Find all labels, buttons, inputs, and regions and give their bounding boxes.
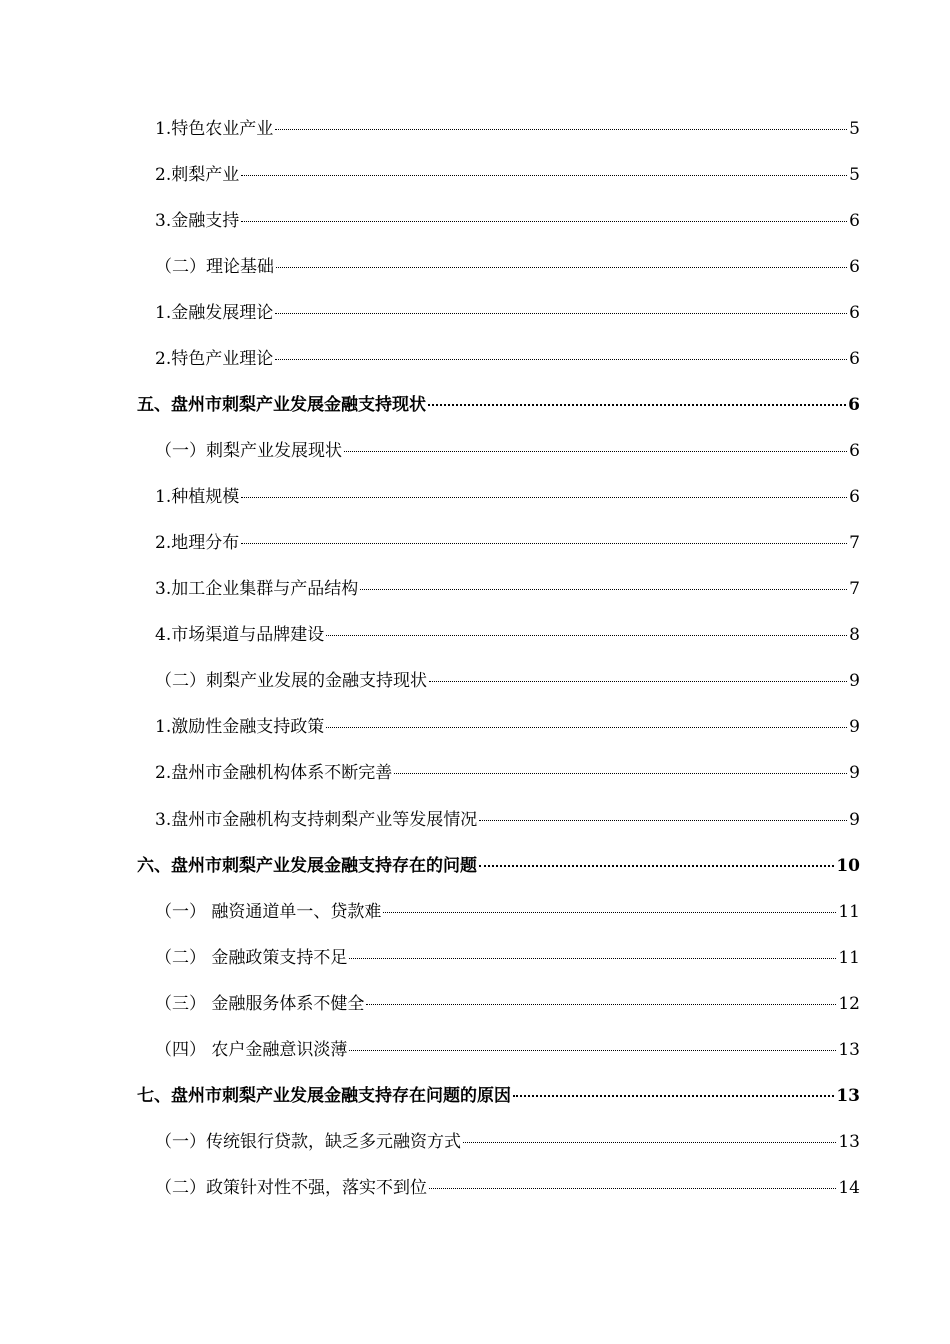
toc-dot-leader <box>326 635 847 636</box>
toc-entry[interactable] <box>155 623 860 647</box>
toc-entry-page: 9 <box>849 763 860 783</box>
toc-dot-leader <box>366 1004 836 1005</box>
toc-entry-title: 五、盘州市刺梨产业发展金融支持现状 <box>137 395 426 415</box>
toc-entry-page: 12 <box>838 994 860 1014</box>
toc-entry-page: 6 <box>849 487 860 507</box>
toc-dot-leader <box>344 451 847 452</box>
toc-dot-leader <box>241 221 847 222</box>
toc-dot-leader <box>429 1188 836 1189</box>
toc-entry-title: 六、盘州市刺梨产业发展金融支持存在的问题 <box>137 856 477 876</box>
toc-dot-leader <box>349 958 836 959</box>
toc-entry-title: 2.特色产业理论 <box>155 349 274 369</box>
toc-entry[interactable] <box>155 1038 860 1062</box>
toc-entry-title: 七、盘州市刺梨产业发展金融支持存在问题的原因 <box>137 1086 511 1106</box>
toc-chapter-entry[interactable] <box>137 854 860 878</box>
toc-entry-title: 3.加工企业集群与产品结构 <box>155 579 359 599</box>
toc-entry[interactable] <box>155 347 860 371</box>
toc-entry-page: 6 <box>849 303 860 323</box>
toc-entry-page: 11 <box>838 948 860 968</box>
toc-entry-page: 11 <box>838 902 860 922</box>
toc-entry-title: 3.金融支持 <box>155 211 240 231</box>
toc-dot-leader <box>383 912 836 913</box>
toc-entry[interactable] <box>155 808 860 832</box>
toc-entry-title: 2.盘州市金融机构体系不断完善 <box>155 763 393 783</box>
toc-chapter-entry[interactable] <box>137 1084 860 1108</box>
toc-entry-title: （一）传统银行贷款，缺乏多元融资方式 <box>155 1132 461 1152</box>
toc-entry-title: 2.刺梨产业 <box>155 165 240 185</box>
toc-entry-page: 6 <box>849 211 860 231</box>
toc-entry-title: 4.市场渠道与品牌建设 <box>155 625 325 645</box>
toc-entry-title: （三） 金融服务体系不健全 <box>155 994 365 1014</box>
toc-entry-page: 5 <box>849 165 860 185</box>
toc-dot-leader <box>241 175 847 176</box>
toc-dot-leader <box>241 543 847 544</box>
toc-entry-page: 13 <box>838 1132 860 1152</box>
toc-dot-leader <box>479 820 847 821</box>
toc-entry-title: 3.盘州市金融机构支持刺梨产业等发展情况 <box>155 810 478 830</box>
toc-dot-leader <box>326 727 847 728</box>
toc-entry-page: 9 <box>849 810 860 830</box>
toc-entry[interactable] <box>155 946 860 970</box>
toc-dot-leader <box>429 681 847 682</box>
toc-entry[interactable] <box>155 761 860 785</box>
toc-dot-leader <box>428 404 846 406</box>
toc-dot-leader <box>394 773 847 774</box>
toc-entry[interactable] <box>155 117 860 141</box>
toc-entry-title: 1.激励性金融支持政策 <box>155 717 325 737</box>
toc-entry-title: （二） 金融政策支持不足 <box>155 948 348 968</box>
toc-entry-title: 2.地理分布 <box>155 533 240 553</box>
toc-entry[interactable] <box>155 301 860 325</box>
toc-entry-page: 5 <box>849 119 860 139</box>
toc-entry-page: 13 <box>836 1086 860 1106</box>
toc-entry-title: （四） 农户金融意识淡薄 <box>155 1040 348 1060</box>
toc-dot-leader <box>241 497 847 498</box>
toc-entry-page: 6 <box>849 257 860 277</box>
toc-dot-leader <box>275 359 847 360</box>
toc-entry[interactable] <box>155 1176 860 1200</box>
toc-dot-leader <box>275 313 847 314</box>
toc-entry-page: 7 <box>849 579 860 599</box>
toc-entry-title: 1.种植规模 <box>155 487 240 507</box>
toc-dot-leader <box>275 129 847 130</box>
toc-entry-page: 7 <box>849 533 860 553</box>
toc-dot-leader <box>360 589 847 590</box>
toc-chapter-entry[interactable] <box>137 393 860 417</box>
toc-entry[interactable] <box>155 531 860 555</box>
toc-entry[interactable] <box>155 900 860 924</box>
toc-entry-title: （二）政策针对性不强，落实不到位 <box>155 1178 427 1198</box>
toc-entry[interactable] <box>155 439 860 463</box>
toc-entry[interactable] <box>155 209 860 233</box>
toc-entry-title: （二）刺梨产业发展的金融支持现状 <box>155 671 427 691</box>
toc-entry[interactable] <box>155 163 860 187</box>
toc-entry-page: 9 <box>849 717 860 737</box>
toc-entry-page: 13 <box>838 1040 860 1060</box>
toc-entry[interactable] <box>155 485 860 509</box>
toc-entry-page: 14 <box>838 1178 860 1198</box>
toc-entry[interactable] <box>155 715 860 739</box>
toc-entry-page: 6 <box>849 441 860 461</box>
toc-entry-page: 6 <box>848 395 860 415</box>
toc-entry[interactable] <box>155 1130 860 1154</box>
toc-dot-leader <box>463 1142 836 1143</box>
toc-entry-title: （二）理论基础 <box>155 257 274 277</box>
toc-entry[interactable] <box>155 577 860 601</box>
toc-entry[interactable] <box>155 255 860 279</box>
toc-entry-page: 10 <box>836 856 860 876</box>
toc-entry-title: 1.特色农业产业 <box>155 119 274 139</box>
toc-entry[interactable] <box>155 992 860 1016</box>
toc-entry[interactable] <box>155 669 860 693</box>
toc-entry-title: （一） 融资通道单一、贷款难 <box>155 902 382 922</box>
toc-entry-page: 6 <box>849 349 860 369</box>
toc-dot-leader <box>479 865 834 867</box>
toc-entry-title: 1.金融发展理论 <box>155 303 274 323</box>
toc-dot-leader <box>513 1095 834 1097</box>
toc-entry-title: （一）刺梨产业发展现状 <box>155 441 342 461</box>
toc-entry-page: 8 <box>849 625 860 645</box>
toc-dot-leader <box>276 267 847 268</box>
toc-dot-leader <box>349 1050 836 1051</box>
toc-entry-page: 9 <box>849 671 860 691</box>
